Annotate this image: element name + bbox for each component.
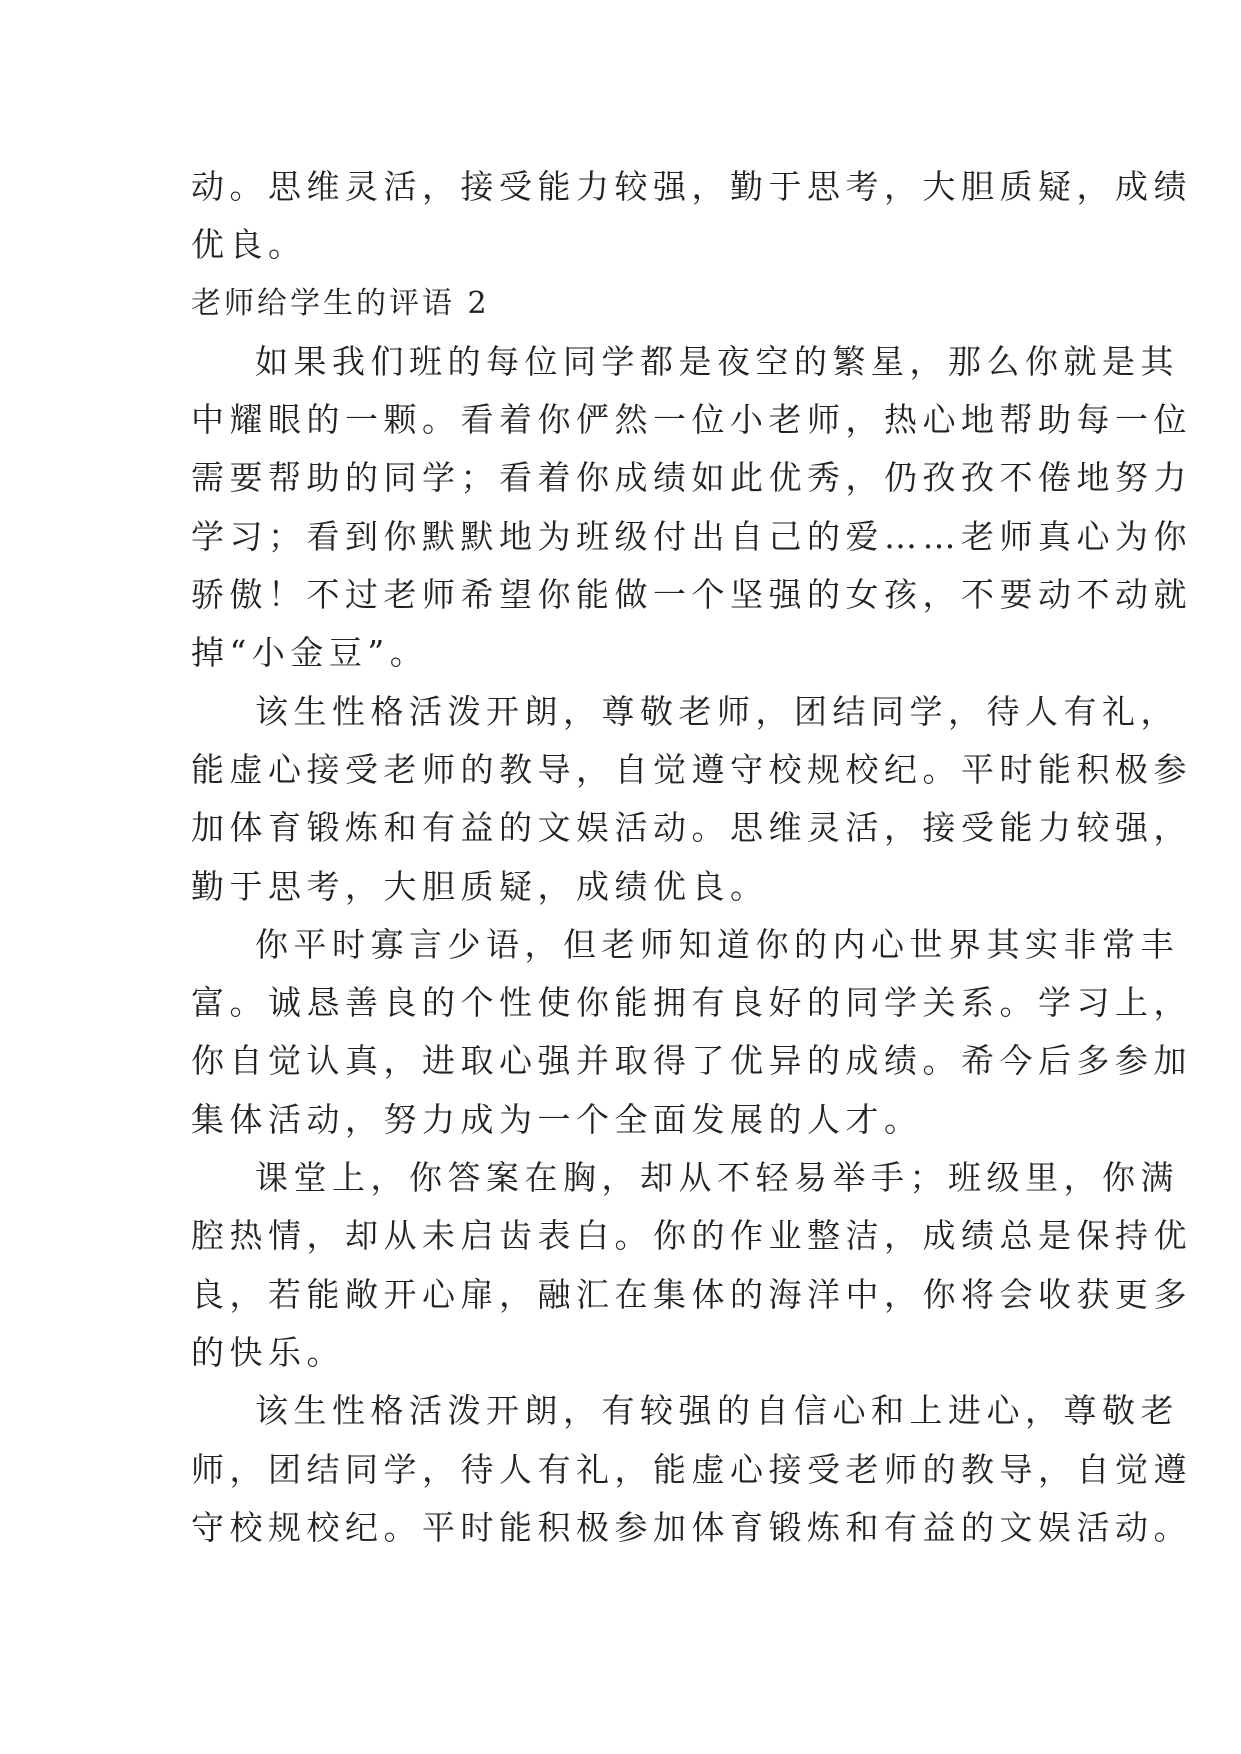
text-line: 学习；看到你默默地为班级付出自己的爱……老师真心为你 bbox=[191, 516, 1192, 556]
paragraph-first-line: 你平时寡言少语，但老师知道你的内心世界其实非常丰 bbox=[255, 924, 1179, 964]
text-line: 你自觉认真，进取心强并取得了优异的成绩。希今后多参加 bbox=[191, 1041, 1192, 1081]
text-line: 勤于思考，大胆质疑，成绩优良。 bbox=[191, 866, 769, 906]
text-line: 集体活动，努力成为一个全面发展的人才。 bbox=[191, 1099, 923, 1139]
text-line: 需要帮助的同学；看着你成绩如此优秀，仍孜孜不倦地努力 bbox=[191, 458, 1192, 498]
text-line: 能虚心接受老师的教导，自觉遵守校规校纪。平时能积极参 bbox=[191, 749, 1192, 789]
paragraph-first-line: 如果我们班的每位同学都是夜空的繁星，那么你就是其 bbox=[255, 341, 1179, 381]
text-line: 中耀眼的一颗。看着你俨然一位小老师，热心地帮助每一位 bbox=[191, 400, 1192, 440]
text-line: 加体育锻炼和有益的文娱活动。思维灵活，接受能力较强， bbox=[191, 808, 1192, 848]
text-line: 优良。 bbox=[191, 225, 307, 265]
text-line: 动。思维灵活，接受能力较强，勤于思考，大胆质疑，成绩 bbox=[191, 167, 1192, 206]
text-line: 的快乐。 bbox=[191, 1332, 345, 1372]
text-line: 骄傲！不过老师希望你能做一个坚强的女孩，不要动不动就 bbox=[191, 575, 1192, 615]
paragraph-first-line: 该生性格活泼开朗，尊敬老师，团结同学，待人有礼， bbox=[255, 691, 1179, 731]
paragraph-first-line: 课堂上，你答案在胸，却从不轻易举手；班级里，你满 bbox=[255, 1158, 1179, 1198]
text-line: 守校规校纪。平时能积极参加体育锻炼和有益的文娱活动。 bbox=[191, 1507, 1192, 1547]
document-body bbox=[191, 158, 1192, 1557]
text-line: 掉“小金豆”。 bbox=[191, 633, 429, 673]
text-line: 腔热情，却从未启齿表白。你的作业整洁，成绩总是保持优 bbox=[191, 1216, 1192, 1256]
paragraph-first-line: 该生性格活泼开朗，有较强的自信心和上进心，尊敬老 bbox=[255, 1391, 1179, 1431]
text-line: 师，团结同学，待人有礼，能虚心接受老师的教导，自觉遵 bbox=[191, 1449, 1192, 1489]
text-line: 富。诚恳善良的个性使你能拥有良好的同学关系。学习上， bbox=[191, 983, 1192, 1023]
section-heading: 老师给学生的评语 2 bbox=[191, 285, 490, 321]
text-line: 良，若能敞开心扉，融汇在集体的海洋中，你将会收获更多 bbox=[191, 1274, 1192, 1314]
